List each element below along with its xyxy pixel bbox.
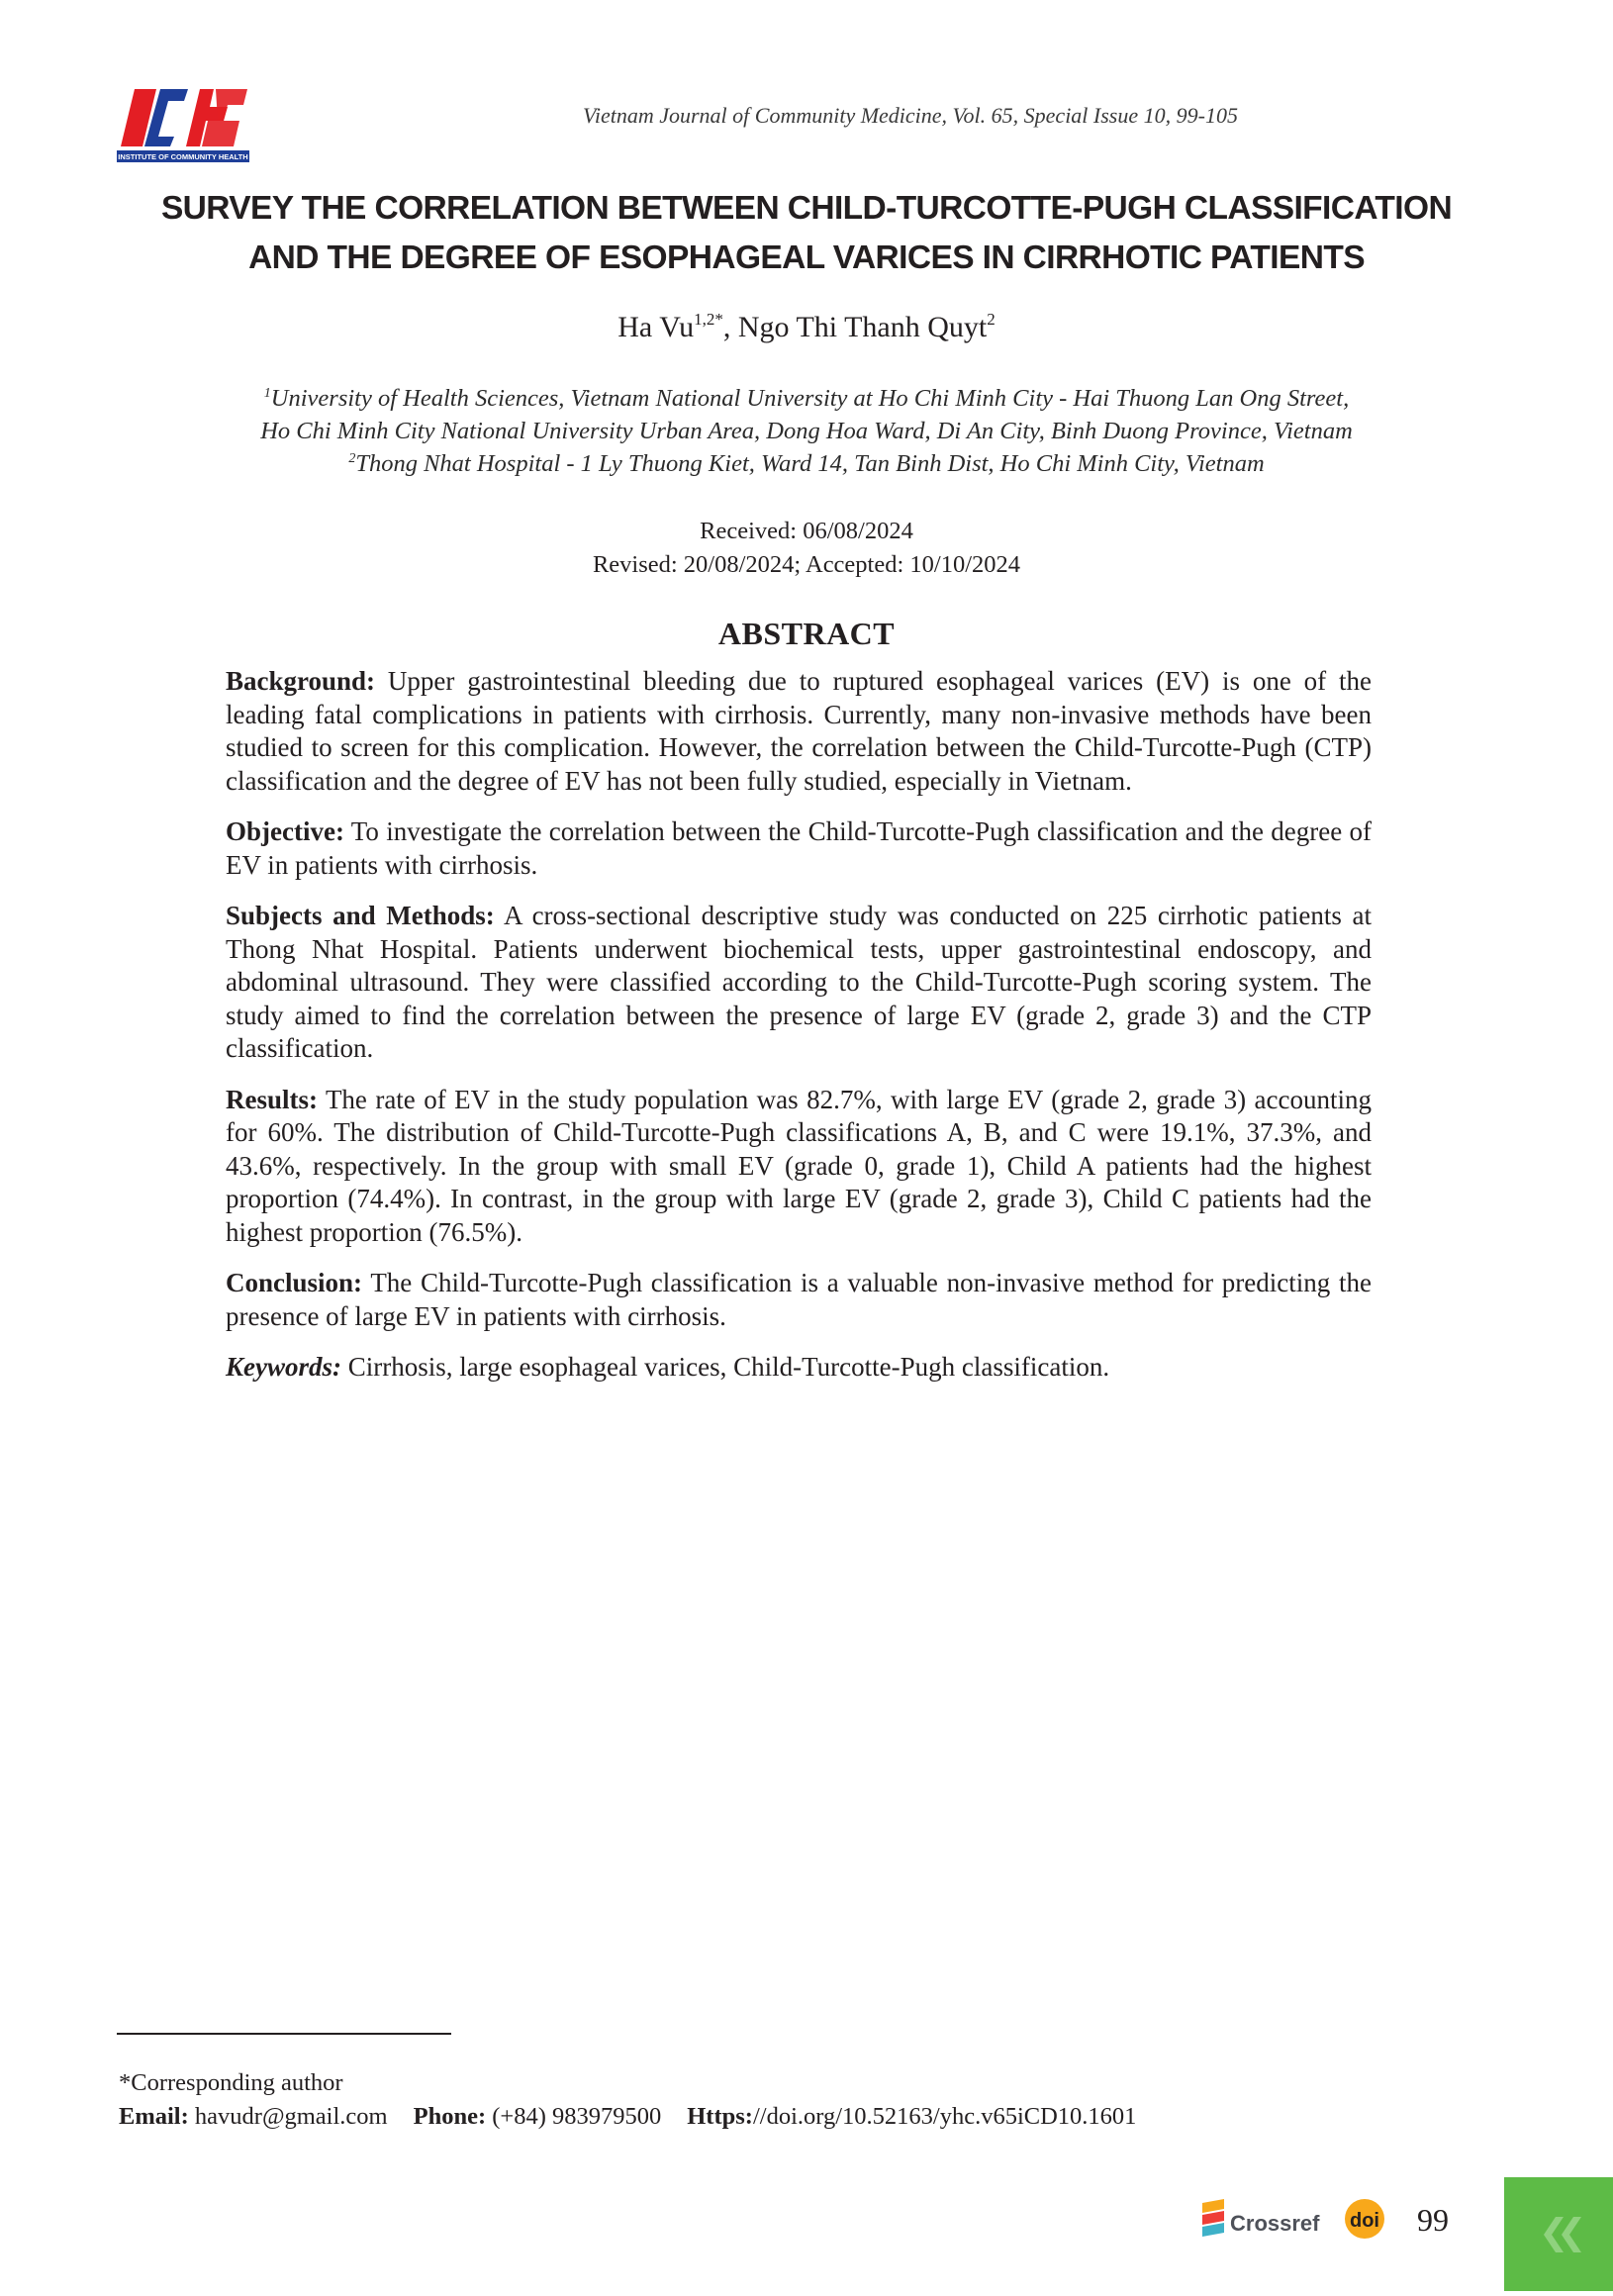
email-value[interactable]: havudr@gmail.com [194, 2103, 388, 2130]
footnote [119, 2066, 1405, 2134]
journal-logo [117, 87, 249, 162]
affiliations [139, 382, 1474, 480]
affil-2-line: Thong Nhat Hospital - 1 Ly Thuong Kiet, Ward 14, Tan Binh Dist, Ho Chi Minh City, Vietnam [355, 450, 1265, 477]
phone-value: (+84) 983979500 [492, 2103, 662, 2130]
doi-link[interactable]: //doi.org/10.52163/yhc.v65iCD10.1601 [752, 2103, 1137, 2130]
abstract-body [226, 665, 1372, 1402]
phone-label: Phone: [413, 2103, 487, 2130]
results-label: Results: [226, 1084, 318, 1114]
author-1-affil: 1,2* [694, 310, 723, 329]
keywords-label: Keywords: [226, 1352, 341, 1382]
crossref-doi-badge[interactable] [1200, 2197, 1388, 2250]
corresponding-author-note: *Corresponding author [119, 2069, 343, 2096]
svg-text:doi: doi [1350, 2210, 1379, 2232]
results-text: The rate of EV in the study population was 82.7%, with large EV (grade 2, grade 3) accounting for 60%. The distribution of Child-Turcotte-Pugh classifications A, B, and C were 19.1%, 37.3%, and 43.6%, respectively. In the group with small EV (grade 0, grade 1), Child A patients had the highest proportion (74.4%). In contrast, in the group with large EV (grade 2, grade 3), Child C patients had the highest proportion (76.5%). [226, 1084, 1372, 1247]
conclusion-label: Conclusion: [226, 1268, 363, 1297]
received-date: Received: 06/08/2024 [700, 518, 913, 544]
abstract-results [226, 1084, 1372, 1250]
abstract-heading: ABSTRACT [717, 616, 896, 651]
abstract-conclusion [226, 1267, 1372, 1333]
author-2: Ngo Thi Thanh Quyt [737, 311, 988, 343]
paper-title [109, 184, 1504, 283]
page-number: 99 [1417, 2202, 1449, 2238]
title-line-1: SURVEY THE CORRELATION BETWEEN CHILD-TURCOTTE-PUGH CLASSIFICATION [160, 190, 1453, 227]
methods-label: Subjects and Methods: [226, 901, 495, 930]
revised-accepted-date: Revised: 20/08/2024; Accepted: 10/10/2024 [592, 551, 1021, 578]
page-corner-tab [1504, 2177, 1613, 2291]
abstract-methods [226, 900, 1372, 1066]
objective-text: To investigate the correlation between the Child-Turcotte-Pugh classification and the degree of EV in patients with cirrhosis. [226, 816, 1372, 880]
methods-text: A cross-sectional descriptive study was conducted on 225 cirrhotic patients at Thong Nhat Hospital. Patients underwent biochemical tests, upper gastrointestinal endoscopy, and abdominal ultrasound. They were classified according to the Child-Turcotte-Pugh scoring system. The study aimed to find the correlation between the presence of large EV (grade 2, grade 3) and the CTP classification. [226, 901, 1373, 1063]
background-label: Background: [226, 666, 376, 696]
affil-2-number: 2 [348, 451, 356, 466]
svg-text:INSTITUTE OF COMMUNITY HEALTH: INSTITUTE OF COMMUNITY HEALTH [118, 152, 248, 161]
journal-citation: Vietnam Journal of Community Medicine, Vol. 65, Special Issue 10, 99-105 [583, 103, 1238, 128]
abstract-objective [226, 815, 1372, 882]
article-dates [312, 515, 1301, 582]
title-line-2: AND THE DEGREE OF ESOPHAGEAL VARICES IN CIRRHOTIC PATIENTS [248, 239, 1365, 276]
author-1: Ha Vu [617, 311, 695, 343]
footnote-divider [117, 2033, 451, 2035]
author-2-affil: 2 [987, 310, 996, 329]
affil-1-line-1: University of Health Sciences, Vietnam National University at Ho Chi Minh City - Hai Thuong Lan Ong Street, [270, 385, 1350, 412]
conclusion-text: The Child-Turcotte-Pugh classification is a valuable non-invasive method for predicting the presence of large EV in patients with cirrhosis. [226, 1268, 1373, 1331]
affil-1-number: 1 [263, 386, 271, 401]
authors [213, 311, 1400, 344]
abstract-keywords [226, 1351, 1372, 1385]
keywords-text: Cirrhosis, large esophageal varices, Child-Turcotte-Pugh classification. [347, 1352, 1110, 1382]
objective-label: Objective: [226, 816, 344, 846]
affil-1-line-2: Ho Chi Minh City National University Urban Area, Dong Hoa Ward, Di An City, Binh Duong Province, Vietnam [260, 418, 1353, 444]
svg-text:Crossref: Crossref [1230, 2211, 1320, 2236]
email-label: Email: [119, 2103, 189, 2130]
background-text: Upper gastrointestinal bleeding due to ruptured esophageal varices (EV) is one of the leading fatal complications in patients with cirrhosis. Currently, many non-invasive methods have been studied to screen for this complication. However, the correlation between the Child-Turcotte-Pugh (CTP) classification and the degree of EV has not been fully studied, especially in Vietnam. [226, 666, 1373, 796]
https-label: Https: [687, 2103, 753, 2130]
abstract-background [226, 665, 1372, 798]
author-separator: , [722, 311, 738, 343]
